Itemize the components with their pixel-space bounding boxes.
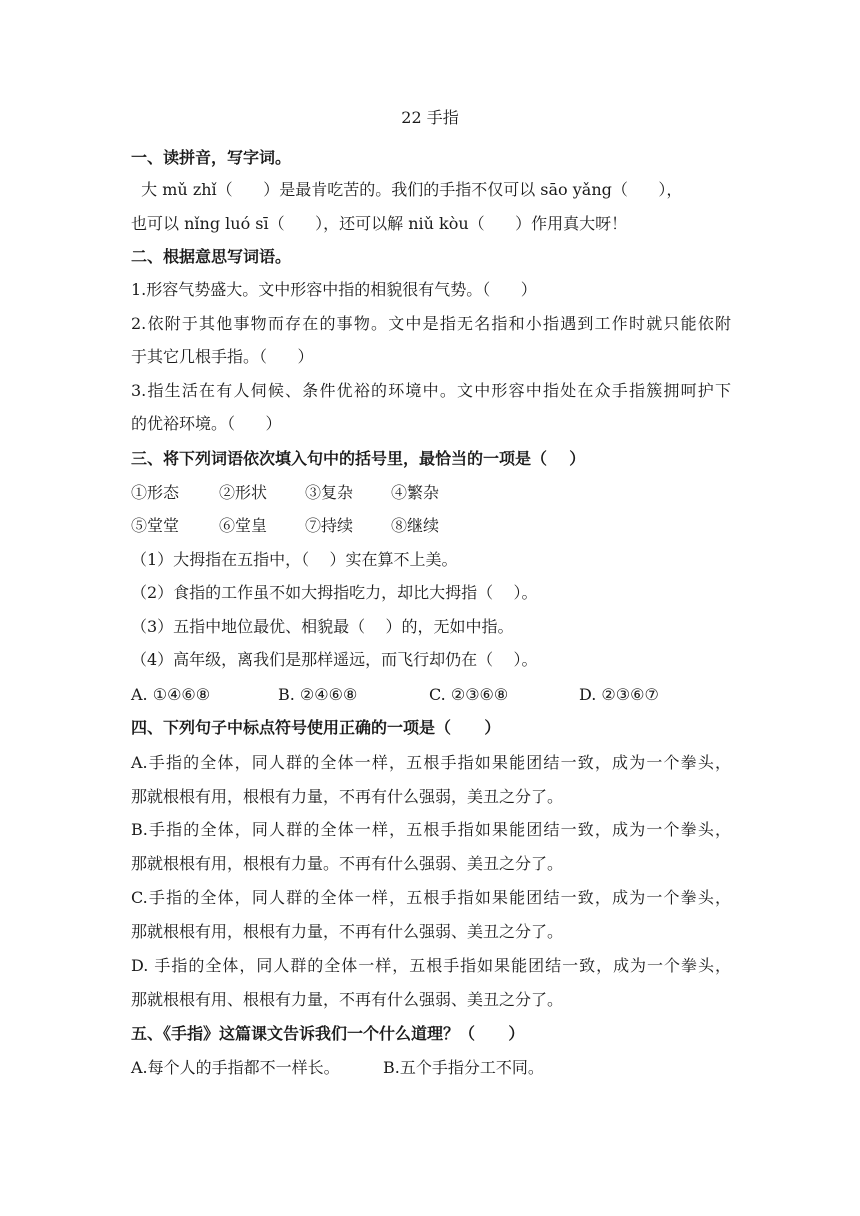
option-d-line-2: 那就根根有用、根根有力量，不再有什么强弱、美丑之分了。 [131, 990, 564, 1009]
section-3-heading: 三、将下列词语依次填入句中的括号里，最恰当的一项是（ ） [131, 449, 586, 468]
answer-option-a: A. ①④⑥⑧ [131, 685, 211, 704]
word-option: ②形状 [219, 483, 268, 502]
word-option: ⑥堂皇 [219, 516, 268, 535]
word-option: ④繁杂 [391, 483, 440, 502]
word-option: ⑧继续 [391, 516, 440, 535]
answer-option-c: C. ②③⑥⑧ [429, 685, 509, 704]
section-1-line-2: 也可以 nǐng luó sī（ ），还可以解 niǔ kòu（ ）作用真大呀！ [131, 214, 628, 233]
fill-sentence-4: （4）高年级，离我们是那样遥远，而飞行却仍在（ ）。 [131, 650, 538, 669]
section-2-question-1: 1.形容气势盛大。文中形容中指的相貌很有气势。（ ） [131, 280, 537, 299]
option-b-line-1: B.手指的全体，同人群的全体一样，五根手指如果能团结一致，成为一个拳头， [131, 820, 731, 839]
fill-sentence-3: （3）五指中地位最优、相貌最（ ）的，无如中指。 [131, 617, 514, 636]
section-5-heading: 五、《手指》这篇课文告诉我们一个什么道理？（ ） [131, 1024, 525, 1043]
word-option: ③复杂 [305, 483, 354, 502]
section-2-question-3-line-2: 的优裕环境。（ ） [131, 414, 282, 433]
section-4-heading: 四、下列句子中标点符号使用正确的一项是（ ） [131, 718, 501, 737]
fill-sentence-1: （1）大拇指在五指中，（ ）实在算不上美。 [131, 550, 458, 569]
option-c-line-1: C.手指的全体，同人群的全体一样，五根手指如果能团结一致，成为一个拳头， [131, 888, 731, 907]
option-a-line-2: 那就根根有用，根根有力量，不再有什么强弱，美丑之分了。 [131, 787, 564, 806]
answer-option-d: D. ②③⑥⑦ [579, 685, 659, 704]
section-1-line-1: 大 mǔ zhǐ（ ）是最肯吃苦的。我们的手指不仅可以 sāo yǎng（ ）， [131, 180, 683, 199]
word-option: ⑤堂堂 [131, 516, 180, 535]
fill-sentence-2: （2）食指的工作虽不如大拇指吃力，却比大拇指（ ）。 [131, 583, 538, 602]
answer-option-b: B.五个手指分工不同。 [383, 1058, 544, 1077]
option-a-line-1: A.手指的全体，同人群的全体一样，五根手指如果能团结一致，成为一个拳头， [131, 753, 731, 772]
section-1-heading: 一、读拼音，写字词。 [131, 148, 292, 167]
option-b-line-2: 那就根根有用，根根有力量。不再有什么强弱、美丑之分了。 [131, 854, 564, 873]
word-option: ⑦持续 [305, 516, 354, 535]
option-d-line-1: D. 手指的全体，同人群的全体一样，五根手指如果能团结一致，成为一个拳头， [131, 956, 731, 975]
word-option: ①形态 [131, 483, 180, 502]
section-2-question-2-line-1: 2.依附于其他事物而存在的事物。文中是指无名指和小指遇到工作时就只能依附 [131, 314, 731, 333]
section-2-heading: 二、根据意思写词语。 [131, 247, 292, 266]
section-2-question-2-line-2: 于其它几根手指。（ ） [131, 347, 314, 366]
answer-option-a: A.每个人的手指都不一样长。 [131, 1058, 340, 1077]
section-2-question-3-line-1: 3.指生活在有人伺候、条件优裕的环境中。文中形容中指处在众手指簇拥呵护下 [131, 381, 731, 400]
page-title: 22 手指 [401, 108, 459, 127]
answer-option-b: B. ②④⑥⑧ [278, 685, 358, 704]
option-c-line-2: 那就根根有用，根根有力量，不再有什么强弱、美丑之分了。 [131, 922, 564, 941]
